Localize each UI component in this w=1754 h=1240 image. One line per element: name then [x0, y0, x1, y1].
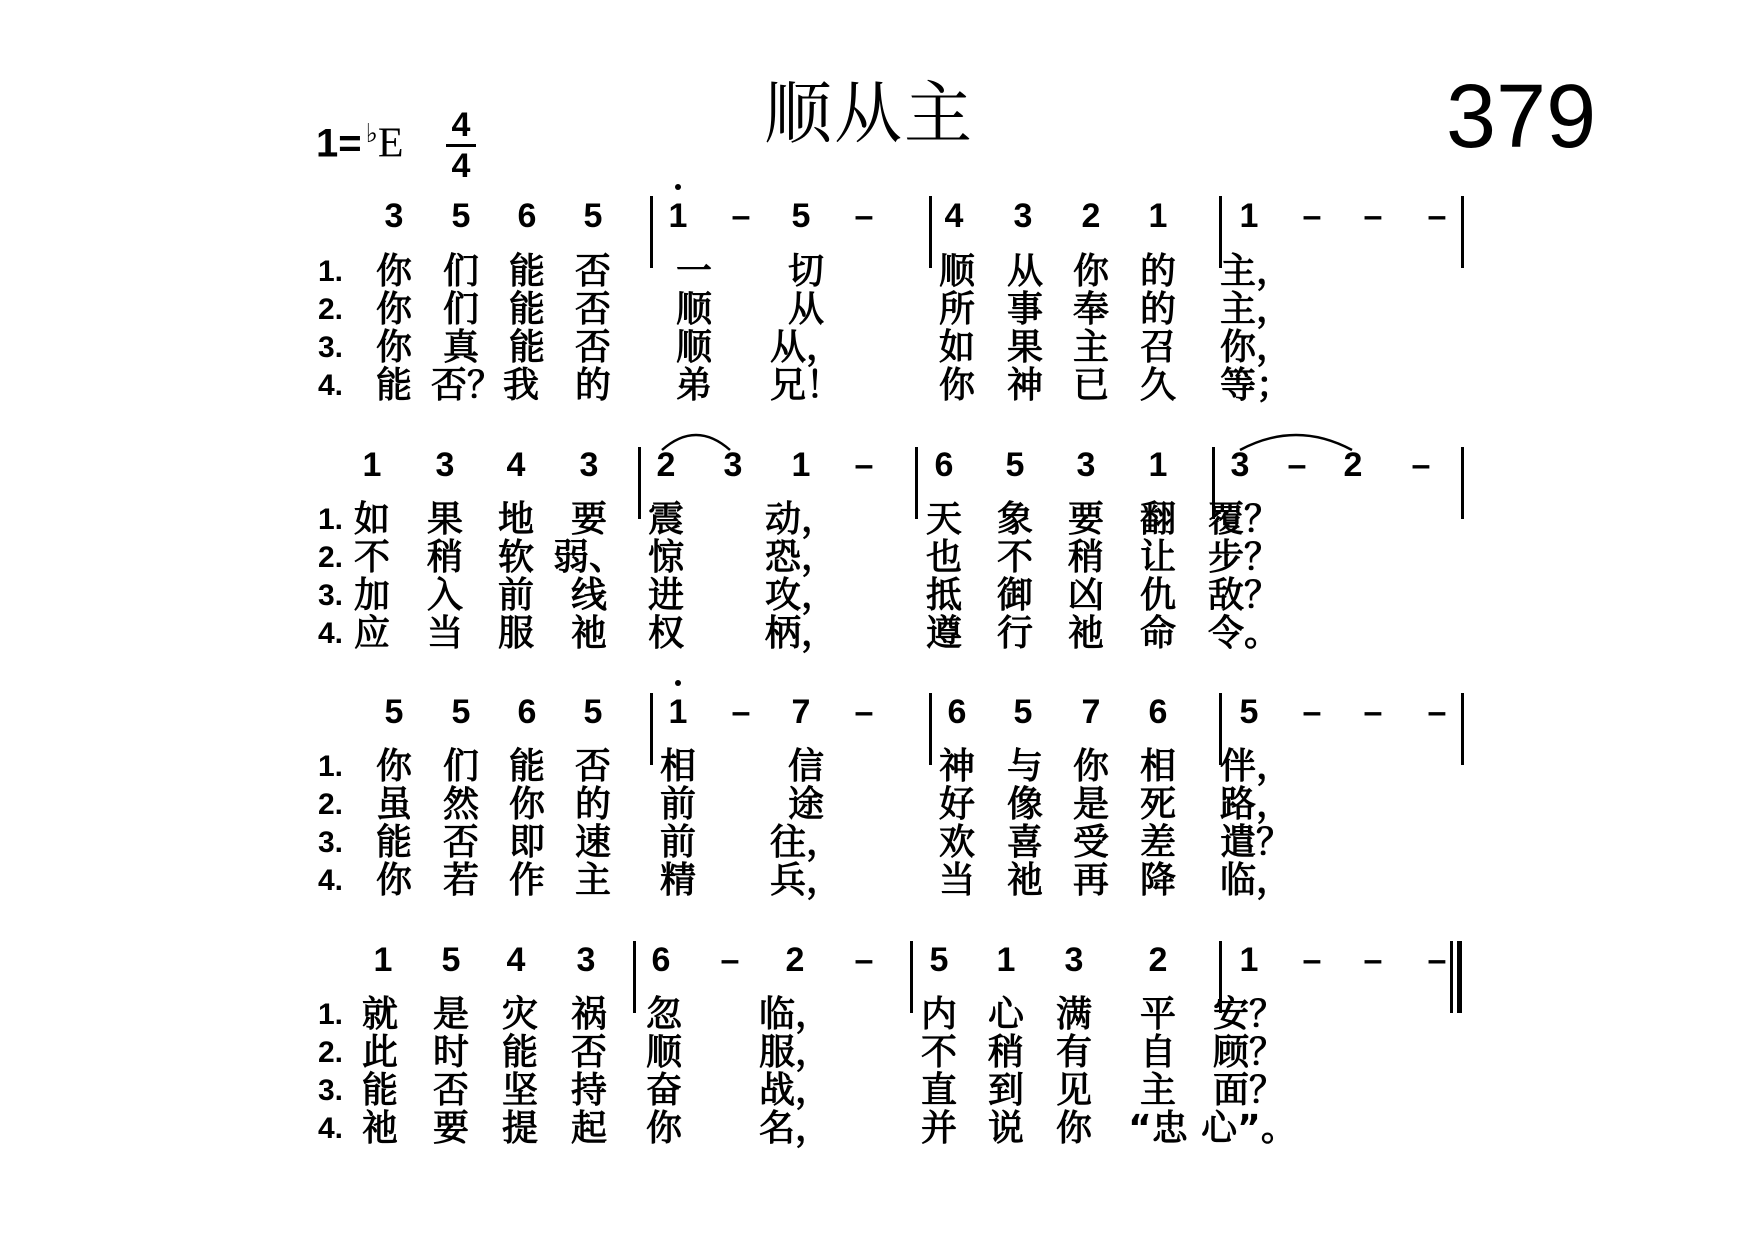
- lyric-syllable: 从，: [769, 327, 843, 368]
- lyric-syllable: 攻，: [764, 575, 838, 616]
- bar-line: [929, 693, 932, 765]
- lyric-syllable: 你: [938, 365, 976, 406]
- verse-number: 2.: [318, 293, 344, 326]
- note: 5: [1005, 446, 1025, 484]
- lyric-syllable: 御: [996, 575, 1034, 616]
- lyric-syllable: 你: [645, 1108, 683, 1149]
- lyric-syllable: 你: [375, 746, 413, 787]
- lyric-syllable: 弱、: [552, 537, 626, 578]
- lyric-syllable: 入: [426, 575, 464, 616]
- lyric-syllable: 喜: [1006, 822, 1044, 863]
- lyric-syllable: 当: [426, 613, 464, 654]
- lyric-syllable: 心: [987, 994, 1025, 1035]
- lyric-syllable: 能: [508, 251, 546, 292]
- lyric-syllable: 天: [925, 499, 963, 540]
- lyric-syllable: 从: [1006, 251, 1044, 292]
- bar-line: [929, 196, 932, 268]
- lyric-syllable: 有: [1055, 1032, 1093, 1073]
- note: –: [1363, 693, 1383, 731]
- lyric-syllable: 你: [1072, 251, 1110, 292]
- verse-number: 3.: [318, 331, 344, 364]
- bar-line: [1461, 196, 1464, 268]
- lyric-syllable: 你: [375, 860, 413, 901]
- lyric-syllable: 然: [442, 784, 480, 825]
- lyric-syllable: 往，: [769, 822, 843, 863]
- lyric-syllable: 顾？: [1212, 1032, 1286, 1073]
- lyric-syllable: 软: [497, 537, 535, 578]
- note: 5: [451, 197, 471, 235]
- note: 3: [435, 446, 455, 484]
- lyric-syllable: 好: [938, 784, 976, 825]
- lyric-syllable: 作: [508, 860, 546, 901]
- note: –: [854, 693, 874, 731]
- note: 6: [651, 941, 671, 979]
- key-flat: ♭: [365, 118, 378, 148]
- lyric-syllable: 起: [570, 1108, 608, 1149]
- lyric-syllable: 前: [497, 575, 535, 616]
- lyric-syllable: 欢: [938, 822, 976, 863]
- note: 2: [785, 941, 805, 979]
- lyric-syllable: 你: [1055, 1108, 1093, 1149]
- note: 3: [579, 446, 599, 484]
- note: 1: [373, 941, 393, 979]
- note: 2: [1148, 941, 1168, 979]
- note: 5: [929, 941, 949, 979]
- verse-number: 4.: [318, 369, 344, 402]
- lyric-syllable: 主，: [1219, 251, 1293, 292]
- lyric-syllable: 的: [1139, 289, 1177, 330]
- lyric-syllable: 一: [675, 251, 713, 292]
- note: 5: [451, 693, 471, 731]
- lyric-syllable: 恐，: [764, 537, 838, 578]
- lyric-syllable: 否: [574, 327, 612, 368]
- lyric-syllable: 是: [1072, 784, 1110, 825]
- verse-number: 4.: [318, 864, 344, 897]
- bar-line: [650, 693, 653, 765]
- lyric-syllable: 敌？: [1207, 575, 1281, 616]
- lyric-syllable: 差: [1139, 822, 1177, 863]
- lyric-syllable: 并: [920, 1108, 958, 1149]
- lyric-syllable: 果: [426, 499, 464, 540]
- lyric-syllable: 不: [920, 1032, 958, 1073]
- high-octave-dot: [675, 680, 681, 686]
- lyric-syllable: 如: [938, 327, 976, 368]
- key-signature: [316, 118, 404, 167]
- lyric-syllable: 伴，: [1219, 746, 1293, 787]
- lyric-syllable: 你: [1072, 746, 1110, 787]
- lyric-syllable: 命: [1139, 613, 1177, 654]
- lyric-syllable: 否: [442, 822, 480, 863]
- note: 1: [668, 197, 688, 235]
- note: 1: [1239, 941, 1259, 979]
- time-signature-top: 4: [451, 106, 471, 144]
- verse-number: 2.: [318, 1036, 344, 1069]
- lyric-syllable: 地: [497, 499, 535, 540]
- note: 4: [506, 941, 526, 979]
- lyric-syllable: 你: [375, 251, 413, 292]
- lyric-syllable: 进: [647, 575, 685, 616]
- lyric-syllable: 的: [1139, 251, 1177, 292]
- lyric-syllable: 直: [920, 1070, 958, 1111]
- lyric-syllable: 们: [442, 746, 480, 787]
- note: 1: [791, 446, 811, 484]
- lyric-syllable: 灾: [501, 994, 539, 1035]
- lyric-syllable: 面？: [1212, 1070, 1286, 1111]
- note: 3: [1076, 446, 1096, 484]
- lyric-syllable: 你: [508, 784, 546, 825]
- lyric-syllable: 死: [1139, 784, 1177, 825]
- lyric-syllable: 覆？: [1207, 499, 1281, 540]
- lyric-syllable: 顺: [938, 251, 976, 292]
- lyric-syllable: 顺: [675, 327, 713, 368]
- note: 5: [791, 197, 811, 235]
- note: 2: [1081, 197, 1101, 235]
- lyric-syllable: 令。: [1207, 613, 1281, 654]
- lyric-syllable: 当: [938, 860, 976, 901]
- note: –: [1411, 446, 1431, 484]
- note: –: [1302, 941, 1322, 979]
- note: –: [1363, 941, 1383, 979]
- note: 6: [947, 693, 967, 731]
- verse-number: 3.: [318, 1074, 344, 1107]
- lyric-syllable: 遣？: [1219, 822, 1293, 863]
- note: –: [854, 197, 874, 235]
- lyric-syllable: 事: [1006, 289, 1044, 330]
- lyric-syllable: 主: [574, 860, 612, 901]
- note: 3: [1230, 446, 1250, 484]
- lyric-syllable: 步？: [1207, 537, 1281, 578]
- bar-line: [910, 941, 913, 1013]
- lyric-syllable: 久: [1139, 365, 1177, 406]
- lyric-syllable: 持: [570, 1070, 608, 1111]
- note: 5: [1239, 693, 1259, 731]
- note: 5: [441, 941, 461, 979]
- note: 6: [517, 693, 537, 731]
- note: 2: [1343, 446, 1363, 484]
- lyric-syllable: 应: [353, 613, 391, 654]
- lyric-syllable: 奉: [1072, 289, 1110, 330]
- lyric-syllable: 果: [1006, 327, 1044, 368]
- verse-number: 1.: [318, 503, 344, 536]
- lyric-syllable: 等；: [1219, 365, 1293, 406]
- verse-number: 3.: [318, 826, 344, 859]
- note: 1: [1148, 197, 1168, 235]
- lyric-syllable: 再: [1072, 860, 1110, 901]
- lyric-syllable: 主: [1072, 327, 1110, 368]
- bar-line: [1461, 447, 1464, 519]
- bar-line: [650, 196, 653, 268]
- lyric-syllable: 否: [574, 289, 612, 330]
- lyric-syllable: 抵: [925, 575, 963, 616]
- note: 5: [583, 693, 603, 731]
- lyric-syllable: 稍: [426, 537, 464, 578]
- lyric-syllable: 不: [996, 537, 1034, 578]
- note: 1: [362, 446, 382, 484]
- lyric-syllable: 兵，: [769, 860, 843, 901]
- lyric-syllable: 你: [375, 327, 413, 368]
- lyric-syllable: 稍: [987, 1032, 1025, 1073]
- lyric-syllable: 满: [1055, 994, 1093, 1035]
- lyric-syllable: 与: [1006, 746, 1044, 787]
- lyric-syllable: 的: [574, 365, 612, 406]
- note: 1: [1148, 446, 1168, 484]
- lyric-syllable: 前: [659, 784, 697, 825]
- lyric-syllable: 神: [1006, 365, 1044, 406]
- slur: [662, 428, 730, 458]
- verse-number: 1.: [318, 750, 344, 783]
- verse-number: 2.: [318, 788, 344, 821]
- lyric-syllable: 的: [574, 784, 612, 825]
- note: 5: [1013, 693, 1033, 731]
- lyric-syllable: 震: [647, 499, 685, 540]
- lyric-syllable: 已: [1072, 365, 1110, 406]
- lyric-syllable: 祂: [361, 1108, 399, 1149]
- lyric-syllable: 即: [508, 822, 546, 863]
- lyric-syllable: 也: [925, 537, 963, 578]
- key-letter: E: [377, 120, 404, 167]
- lyric-syllable: 能: [375, 365, 413, 406]
- note: 3: [576, 941, 596, 979]
- time-signature-bottom: 4: [451, 147, 471, 185]
- lyric-syllable: 临，: [1219, 860, 1293, 901]
- lyric-syllable: 们: [442, 289, 480, 330]
- lyric-syllable: 能: [375, 822, 413, 863]
- lyric-syllable: 弟: [675, 365, 713, 406]
- lyric-syllable: 能: [508, 289, 546, 330]
- lyric-syllable: 能: [508, 746, 546, 787]
- lyric-syllable: 线: [570, 575, 608, 616]
- lyric-syllable: 时: [432, 1032, 470, 1073]
- lyric-syllable: 提: [501, 1108, 539, 1149]
- lyric-syllable: 像: [1006, 784, 1044, 825]
- verse-number: 4.: [318, 617, 344, 650]
- key-do: 1: [316, 121, 339, 166]
- lyric-syllable: 要: [1067, 499, 1105, 540]
- time-signature: [446, 108, 476, 183]
- lyric-syllable: 不: [353, 537, 391, 578]
- note: 5: [384, 693, 404, 731]
- lyric-syllable: 服: [497, 613, 535, 654]
- final-bar-line-thin: [1450, 941, 1453, 1013]
- note: –: [1363, 197, 1383, 235]
- note: 3: [1013, 197, 1033, 235]
- lyric-syllable: 临，: [758, 994, 832, 1035]
- note: –: [1302, 693, 1322, 731]
- lyric-syllable: 召: [1139, 327, 1177, 368]
- lyric-syllable: 稍: [1067, 537, 1105, 578]
- lyric-syllable: 名，: [758, 1108, 832, 1149]
- note: –: [731, 693, 751, 731]
- lyric-syllable: 主: [1139, 1070, 1177, 1111]
- lyric-syllable: 坚: [501, 1070, 539, 1111]
- lyric-syllable: 前: [659, 822, 697, 863]
- bar-line: [915, 447, 918, 519]
- lyric-syllable: 你: [375, 289, 413, 330]
- lyric-syllable: 翻: [1139, 499, 1177, 540]
- note: –: [1427, 197, 1447, 235]
- lyric-syllable: 速: [574, 822, 612, 863]
- note: 6: [934, 446, 954, 484]
- lyric-syllable: 真: [442, 327, 480, 368]
- lyric-syllable: 所: [938, 289, 976, 330]
- lyric-syllable: 动，: [764, 499, 838, 540]
- lyric-syllable: 要: [432, 1108, 470, 1149]
- lyric-syllable: 遵: [925, 613, 963, 654]
- note: 6: [517, 197, 537, 235]
- lyric-syllable: 你，: [1219, 327, 1293, 368]
- note: –: [1427, 941, 1447, 979]
- bar-line: [1461, 693, 1464, 765]
- lyric-syllable: 见: [1055, 1070, 1093, 1111]
- lyric-syllable: 若: [442, 860, 480, 901]
- lyric-syllable: 们: [442, 251, 480, 292]
- lyric-syllable: 从: [787, 289, 825, 330]
- lyric-syllable: 凶: [1067, 575, 1105, 616]
- hymn-number: 379: [1446, 67, 1597, 167]
- note: 4: [944, 197, 964, 235]
- lyric-syllable: 途: [787, 784, 825, 825]
- verse-number: 1.: [318, 998, 344, 1031]
- note: 1: [996, 941, 1016, 979]
- note: 3: [384, 197, 404, 235]
- lyric-syllable: 否: [574, 746, 612, 787]
- lyric-syllable: 顺: [645, 1032, 683, 1073]
- note: 3: [723, 446, 743, 484]
- lyric-syllable: 行: [996, 613, 1034, 654]
- lyric-syllable: 权: [647, 613, 685, 654]
- lyric-syllable: 降: [1139, 860, 1177, 901]
- lyric-syllable: 否？我: [430, 365, 540, 406]
- lyric-syllable: 让: [1139, 537, 1177, 578]
- lyric-syllable: 能: [361, 1070, 399, 1111]
- lyric-syllable: 相: [1139, 746, 1177, 787]
- lyric-syllable: 柄，: [764, 613, 838, 654]
- note: 7: [791, 693, 811, 731]
- lyric-syllable: 奋: [645, 1070, 683, 1111]
- bar-line: [633, 941, 636, 1013]
- lyric-syllable: “忠: [1128, 1108, 1188, 1149]
- lyric-syllable: 心”。: [1201, 1108, 1297, 1149]
- note: 6: [1148, 693, 1168, 731]
- verse-number: 4.: [318, 1112, 344, 1145]
- lyric-syllable: 兄！: [769, 365, 843, 406]
- lyric-syllable: 仇: [1139, 575, 1177, 616]
- lyric-syllable: 信: [787, 746, 825, 787]
- lyric-syllable: 到: [987, 1070, 1025, 1111]
- slur: [1240, 428, 1352, 458]
- note: –: [731, 197, 751, 235]
- verse-number: 3.: [318, 579, 344, 612]
- lyric-syllable: 否: [570, 1032, 608, 1073]
- bar-line: [638, 447, 641, 519]
- note: –: [854, 941, 874, 979]
- lyric-syllable: 神: [938, 746, 976, 787]
- lyric-syllable: 祸: [570, 994, 608, 1035]
- lyric-syllable: 切: [787, 251, 825, 292]
- verse-number: 2.: [318, 541, 344, 574]
- note: –: [1287, 446, 1307, 484]
- lyric-syllable: 如: [353, 499, 391, 540]
- lyric-syllable: 祂: [570, 613, 608, 654]
- lyric-syllable: 路，: [1219, 784, 1293, 825]
- lyric-syllable: 祂: [1006, 860, 1044, 901]
- lyric-syllable: 否: [432, 1070, 470, 1111]
- note: –: [1427, 693, 1447, 731]
- lyric-syllable: 能: [508, 327, 546, 368]
- note: –: [854, 446, 874, 484]
- verse-number: 1.: [318, 255, 344, 288]
- note: 7: [1081, 693, 1101, 731]
- lyric-syllable: 惊: [647, 537, 685, 578]
- note: 1: [1239, 197, 1259, 235]
- lyric-syllable: 就: [361, 994, 399, 1035]
- lyric-syllable: 加: [353, 575, 391, 616]
- lyric-syllable: 忽: [645, 994, 683, 1035]
- lyric-syllable: 说: [987, 1108, 1025, 1149]
- lyric-syllable: 主，: [1219, 289, 1293, 330]
- note: 5: [583, 197, 603, 235]
- lyric-syllable: 精: [659, 860, 697, 901]
- note: 1: [668, 693, 688, 731]
- lyric-syllable: 虽: [375, 784, 413, 825]
- lyric-syllable: 要: [570, 499, 608, 540]
- note: –: [1302, 197, 1322, 235]
- lyric-syllable: 是: [432, 994, 470, 1035]
- hymn-title: 顺从主: [764, 75, 975, 154]
- final-bar-line: [1457, 941, 1462, 1013]
- lyric-syllable: 相: [659, 746, 697, 787]
- lyric-syllable: 内: [920, 994, 958, 1035]
- lyric-syllable: 祂: [1067, 613, 1105, 654]
- high-octave-dot: [675, 184, 681, 190]
- lyric-syllable: 平: [1139, 994, 1177, 1035]
- lyric-syllable: 此: [361, 1032, 399, 1073]
- lyric-syllable: 安？: [1212, 994, 1286, 1035]
- lyric-syllable: 战，: [758, 1070, 832, 1111]
- note: –: [720, 941, 740, 979]
- lyric-syllable: 能: [501, 1032, 539, 1073]
- lyric-syllable: 象: [996, 499, 1034, 540]
- lyric-syllable: 顺: [675, 289, 713, 330]
- lyric-syllable: 受: [1072, 822, 1110, 863]
- lyric-syllable: 否: [574, 251, 612, 292]
- note: 2: [656, 446, 676, 484]
- note: 4: [506, 446, 526, 484]
- lyric-syllable: 自: [1139, 1032, 1177, 1073]
- note: 3: [1064, 941, 1084, 979]
- key-equals: =: [338, 121, 362, 166]
- lyric-syllable: 服，: [758, 1032, 832, 1073]
